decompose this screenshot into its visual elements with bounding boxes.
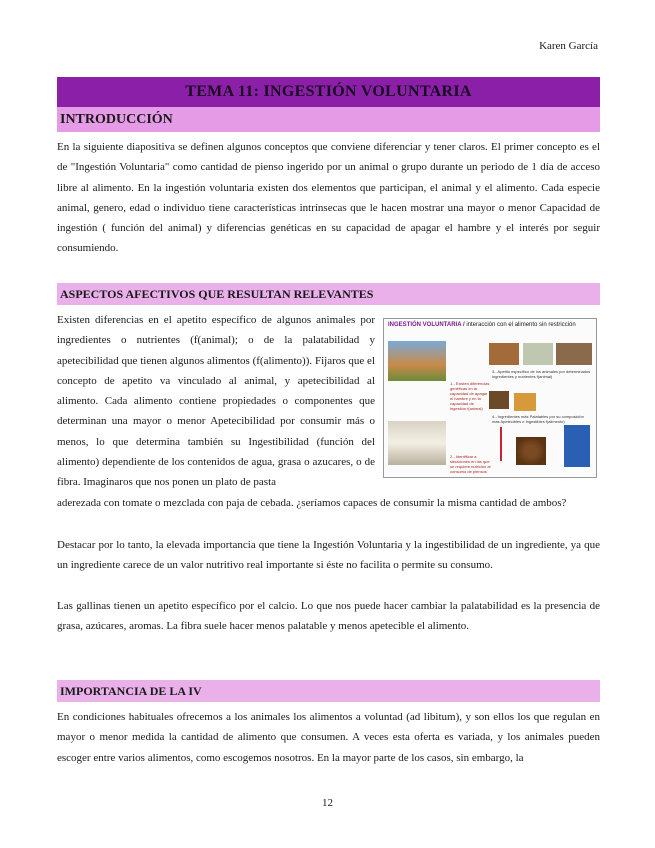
section-heading-introduccion: INTRODUCCIÓN: [57, 107, 600, 132]
section-heading-aspectos: ASPECTOS AFECTIVOS QUE RESULTAN RELEVANTES: [57, 283, 600, 305]
dog-photo-1: [388, 341, 446, 381]
intro-paragraph: En la siguiente diapositiva se definen algunos conceptos que conviene diferenciar y tener claros. El primer concepto es el de "Ingestión Voluntaria" como cantidad de pienso ingerido por un animal o grupo durante un periodo de 1 día de acceso libre al alimento. En la ingestión voluntaria existen dos elementos que participan, el animal y el alimento. Cada especie animal, genero, edad o individuo tiene características intrínsecas que le hacen mostrar una mayor o menor Capacidad de ingestión ( función del animal) y diferencias genéticas en su capacidad de apagar el hambre y el interés por seguir consumiendo.: [57, 141, 600, 255]
importancia-paragraph: En condiciones habituales ofrecemos a los animales los alimentos a voluntad (ad libitum), y son ellos los que regulan en mayor o menor medida la cantidad de alimento que consumen. A veces esta oferta es variada, y los animales pueden escoger entre varios alimentos, como escogemos nosotros. En la mayor parte de los casos, sin embargo, la: [57, 711, 600, 764]
feed-bag-photo: [564, 425, 590, 467]
author-name: Karen García: [539, 40, 598, 52]
figure-note-3: 3.- Apetito específico de los animales por determinados ingredientes y nutrientes f(animal): [492, 369, 591, 379]
figure-note-4: 4.- Ingredientes más Palatables por su composición más Apetecibles e Ingestibles f(alimento): [492, 414, 584, 424]
figure-title-rest: interacción con el alimento sin restricción: [464, 322, 576, 328]
food-photo-1: [489, 343, 519, 365]
aspectos-paragraph-continued: aderezada con tomate o mezclada con paja de cebada. ¿seríamos capaces de consumir la misma cantidad de ambos?: [57, 497, 567, 509]
food-photo-3: [556, 343, 592, 365]
page-number: 12: [322, 797, 333, 809]
section-heading-importancia: IMPORTANCIA DE LA IV: [57, 680, 600, 702]
destacar-paragraph: Destacar por lo tanto, la elevada importancia que tiene la Ingestión Voluntaria y la ingestibilidad de un ingrediente, ya que un ingrediente carece de un valor nutritivo real importante si éste no facilita o permite su consumo.: [57, 539, 600, 572]
figure-title-bold: INGESTIÓN VOLUNTARIA /: [388, 322, 465, 328]
gallinas-paragraph: Las gallinas tienen un apetito específico por el calcio. Lo que nos puede hacer cambiar la palatabilidad es la presencia de grasa, azúcares, aromas. La fibra suele hacer menos palatable y menos apetecible el alimento.: [57, 600, 600, 633]
figure-note-1: 1.- Existen diferencias genéticas en la capacidad de apagar el hambre y en la capacidad de ingestión f(animal): [450, 381, 490, 411]
pellet-photo: [516, 437, 546, 465]
figure-note-2: 2.- Identificar a situaciones en las que se requiere nutrición al consumo de piensos: [450, 454, 491, 474]
food-photo-4: [489, 391, 509, 409]
page-title: TEMA 11: INGESTIÓN VOLUNTARIA: [57, 77, 600, 107]
food-photo-5: [514, 393, 536, 411]
ingestion-voluntaria-figure: [383, 318, 597, 478]
figure-title: [388, 322, 576, 328]
aspectos-paragraph: Existen diferencias en el apetito específico de algunos animales por ingredientes o nutrientes (f(animal); o de la palatabilidad y apetecibilidad que tienen algunos alimentos (f(alimento)). Fijaros que el concepto de apetito va vinculado al animal, y apetecibilidad al alimento. Cada alimento contiene propiedades o componentes que determinan una mayor o menor Apetecibilidad por consumir más o menos, lo que determina también su Ingestibilidad (función del alimento) dependiente de los contenidos de agua, grasa o azucares, o de fibra. Imaginaros que nos ponen un plato de pasta: [57, 314, 375, 489]
food-photo-2: [523, 343, 553, 365]
dog-photo-2: [388, 421, 446, 465]
arrow-icon: [500, 427, 502, 461]
